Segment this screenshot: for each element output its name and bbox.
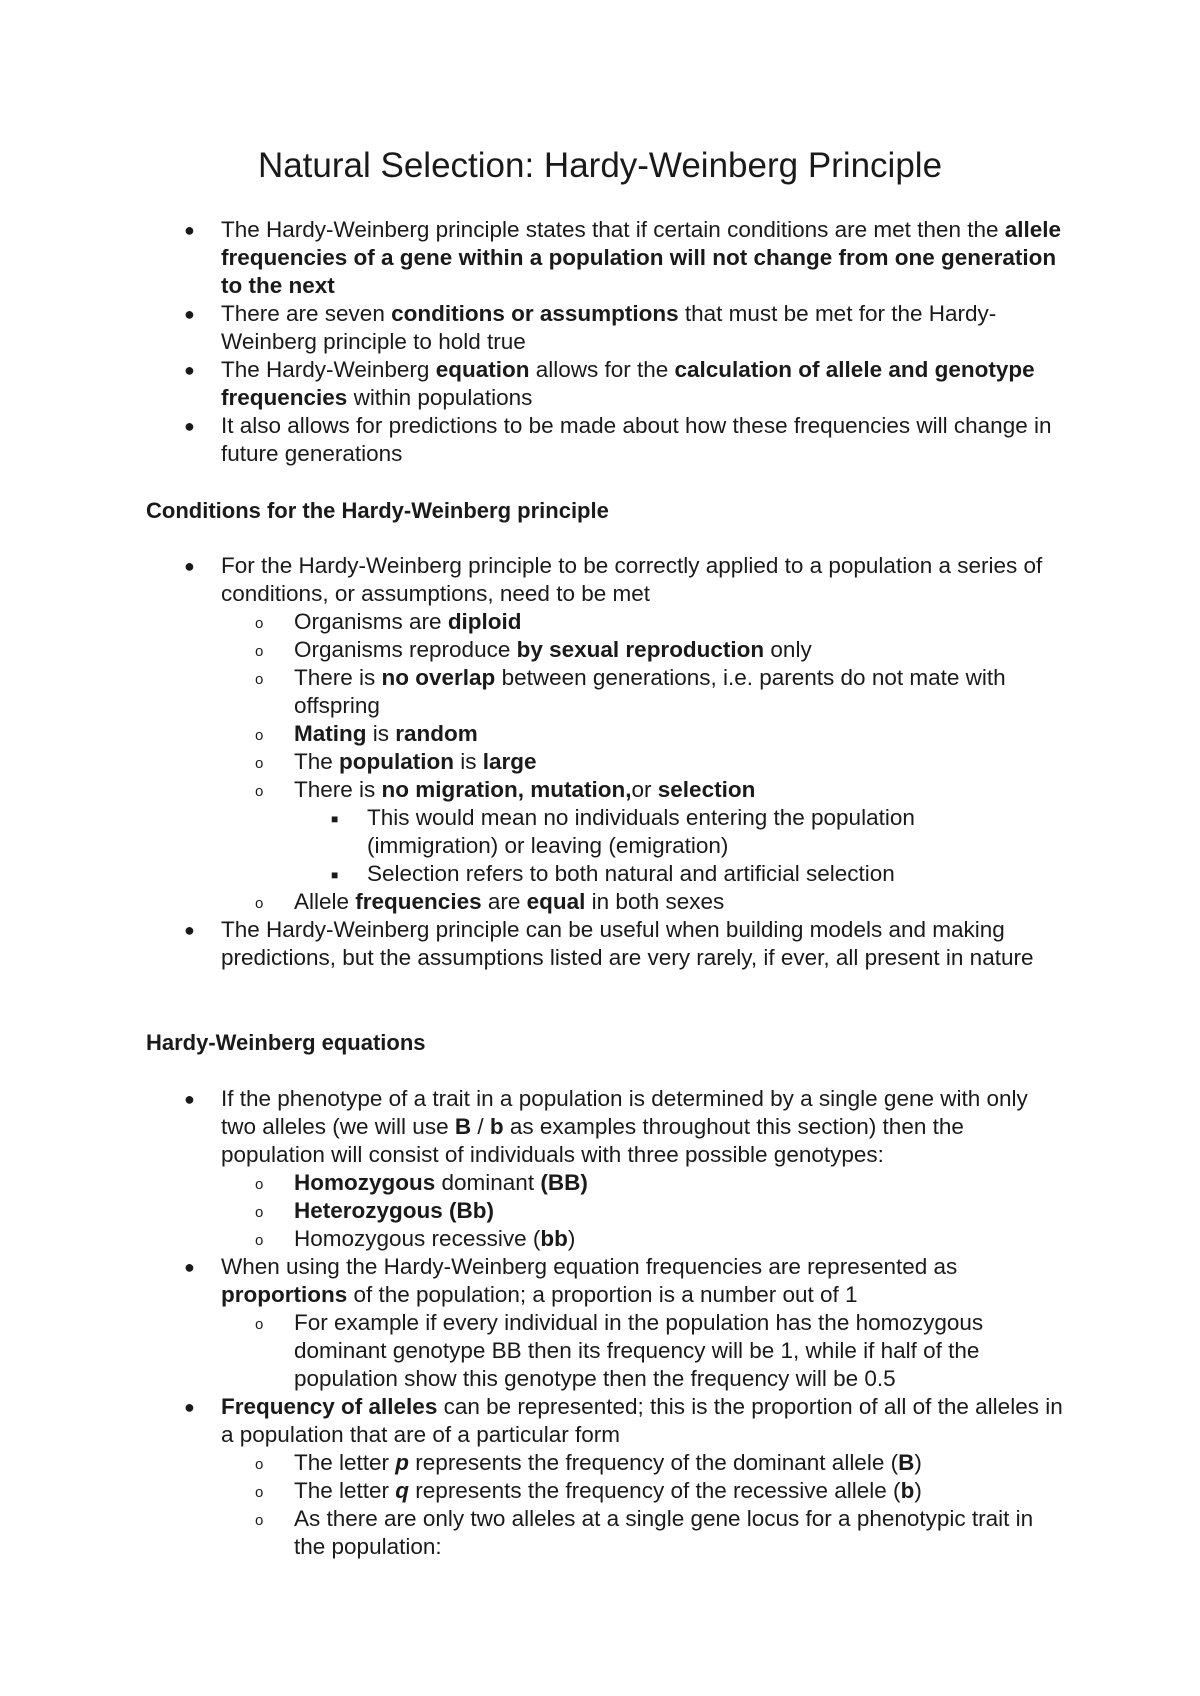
list-item: ■ Selection refers to both natural and artificial selection xyxy=(0,860,1007,888)
list-item: o Heterozygous (Bb) xyxy=(0,1197,1034,1225)
conditions-list xyxy=(0,552,1200,972)
bullet-icon: ● xyxy=(184,920,195,940)
circle-bullet-icon: o xyxy=(255,895,264,912)
bullet-icon: ● xyxy=(184,556,195,576)
circle-bullet-icon: o xyxy=(255,1232,264,1249)
bullet-icon: ● xyxy=(184,220,195,240)
bullet-icon: ● xyxy=(184,360,195,380)
section-heading: Hardy-Weinberg equations xyxy=(146,1030,426,1055)
circle-bullet-icon: o xyxy=(255,755,264,772)
list-item: o For example if every individual in the population has the homozygous dominant genotype BB then its frequency will be 1, while if half of the population show this genotype then the frequency will be 0.5 xyxy=(255,1310,984,1391)
list-item: o Mating is random xyxy=(0,720,1034,748)
bullet-icon: ● xyxy=(184,416,195,436)
circle-bullet-icon: o xyxy=(255,727,264,744)
circle-bullet-icon: o xyxy=(255,1204,264,1221)
equations-list xyxy=(0,1085,1200,1561)
list-item: ● When using the Hardy-Weinberg equation frequencies are represented as proportions of the population; a proportion is a number out of 1 xyxy=(184,1254,958,1307)
circle-bullet-icon: o xyxy=(255,1176,264,1193)
circle-bullet-icon: o xyxy=(255,1316,264,1333)
list-item: o There is no migration, mutation,or selection xyxy=(0,776,1034,804)
square-bullet-icon: ■ xyxy=(331,812,339,826)
list-item: o The population is large xyxy=(0,748,1034,776)
list-item: o The letter q represents the frequency of the recessive allele (b) xyxy=(0,1477,1034,1505)
square-bullet-icon: ■ xyxy=(331,868,339,882)
list-item: ● There are seven conditions or assumptions that must be met for the Hardy-Weinberg principle to hold true xyxy=(184,301,997,354)
bullet-icon: ● xyxy=(184,1257,195,1277)
list-item: o Homozygous dominant (BB) xyxy=(0,1169,1034,1197)
bullet-icon: ● xyxy=(184,304,195,324)
list-item: o As there are only two alleles at a single gene locus for a phenotypic trait in the population: xyxy=(255,1506,1034,1559)
list-item: ● If the phenotype of a trait in a population is determined by a single gene with only two alleles (we will use B / b as examples throughout this section) then the population will consist of individuals with three possible genotypes: xyxy=(184,1086,1028,1167)
list-item: ● For the Hardy-Weinberg principle to be correctly applied to a population a series of conditions, or assumptions, need to be met xyxy=(184,553,1043,606)
circle-bullet-icon: o xyxy=(255,1484,264,1501)
list-item: ■ This would mean no individuals entering the population (immigration) or leaving (emigration) xyxy=(331,805,915,858)
page-title: Natural Selection: Hardy-Weinberg Principle xyxy=(257,146,943,185)
circle-bullet-icon: o xyxy=(255,1512,264,1529)
list-item: o There is no overlap between generations, i.e. parents do not mate with offspring xyxy=(255,665,1006,718)
bullet-icon: ● xyxy=(184,1397,195,1417)
circle-bullet-icon: o xyxy=(255,643,264,660)
list-item: o Organisms reproduce by sexual reproduction only xyxy=(0,636,1034,664)
circle-bullet-icon: o xyxy=(255,783,264,800)
bullet-icon: ● xyxy=(184,1089,195,1109)
list-item: ● Frequency of alleles can be represented; this is the proportion of all of the alleles in a population that are of a particular form xyxy=(184,1394,1063,1447)
list-item: o Allele frequencies are equal in both sexes xyxy=(0,888,1034,916)
section-heading: Conditions for the Hardy-Weinberg principle xyxy=(146,498,609,523)
circle-bullet-icon: o xyxy=(255,671,264,688)
list-item: ● The Hardy-Weinberg principle states that if certain conditions are met then the allele frequencies of a gene within a population will not change from one generation to the next xyxy=(184,217,1062,298)
circle-bullet-icon: o xyxy=(255,615,264,632)
list-item: ● The Hardy-Weinberg principle can be useful when building models and making predictions, but the assumptions listed are very rarely, if ever, all present in nature xyxy=(184,917,1034,970)
list-item: ● The Hardy-Weinberg equation allows for the calculation of allele and genotype frequencies within populations xyxy=(184,357,1035,410)
list-item: ● It also allows for predictions to be made about how these frequencies will change in future generations xyxy=(184,413,1052,466)
circle-bullet-icon: o xyxy=(255,1456,264,1473)
list-item: o Organisms are diploid xyxy=(0,608,1034,636)
intro-list xyxy=(0,216,1200,468)
list-item: o The letter p represents the frequency of the dominant allele (B) xyxy=(0,1449,1034,1477)
list-item: o Homozygous recessive (bb) xyxy=(0,1225,1034,1253)
